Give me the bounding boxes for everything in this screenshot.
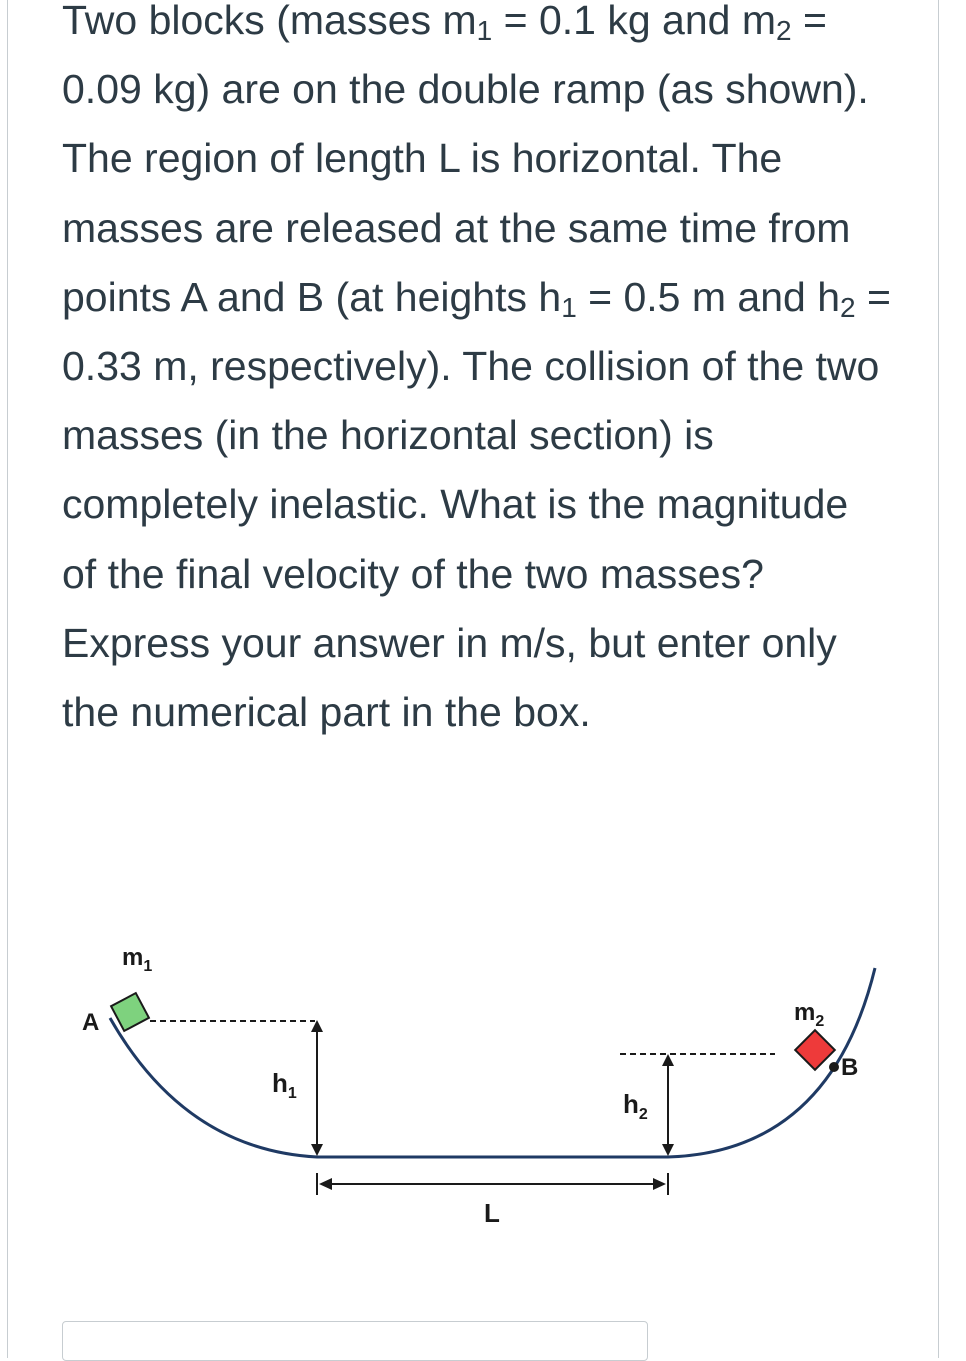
label-m2: $m_2$: [794, 999, 825, 1030]
label-l: L: [484, 1198, 500, 1228]
block-m2: [795, 1030, 835, 1070]
label-h2: $h_2$: [623, 1089, 648, 1123]
label-h1: $h_1$: [272, 1068, 297, 1102]
length-l-arrow: [317, 1173, 668, 1195]
double-ramp-figure: [70, 930, 890, 1230]
label-m1: $m_1$: [122, 944, 153, 975]
block-m1: [111, 993, 149, 1031]
label-b: B: [841, 1054, 859, 1081]
h2-arrow: [662, 1054, 674, 1156]
ramp-curve: [110, 968, 875, 1157]
answer-input[interactable]: [62, 1321, 648, 1361]
question-text: Two blocks (masses $m_1 = 0.1$ kg and $m_2 = 0.09$ kg) are on the double ramp (as shown). The region of length L is horizontal. The masses are released at the same time from points A and B (at heights $h_1 = 0.5$ m and $h_2 = 0.33$ m, respectively). The collision of the two masses (in the horizontal section) is completely inelastic. What is the magnitude of the final velocity of the two masses? Express your answer in m/s, but enter only the numerical part in the box.: [62, 0, 891, 736]
label-a: A: [82, 1009, 100, 1036]
point-b-dot: [829, 1062, 839, 1072]
h1-arrow: [311, 1020, 323, 1156]
